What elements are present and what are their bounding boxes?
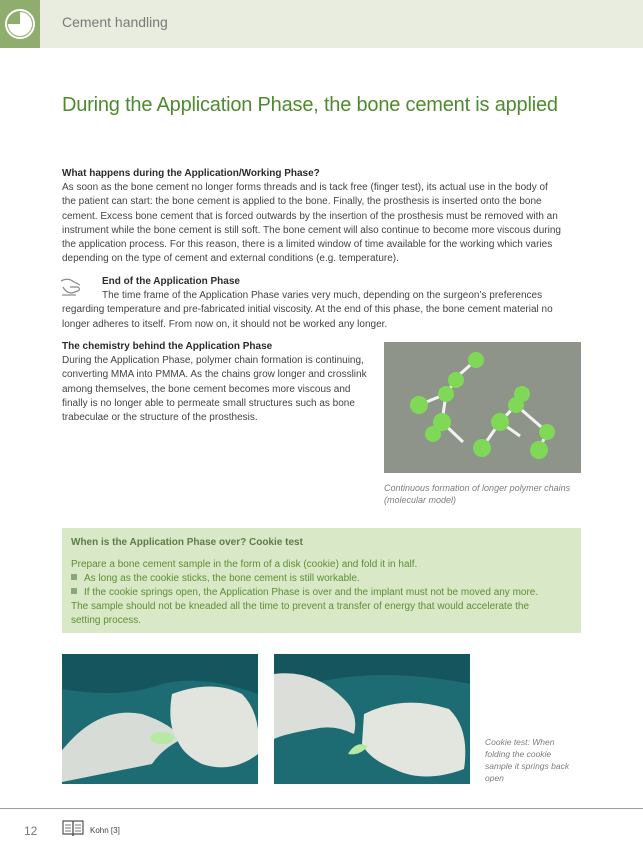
chapter-tab — [0, 0, 40, 48]
text-line: among themselves, the bone cement becomes more viscous and — [62, 383, 351, 395]
cookie-test-intro: Prepare a bone cement sample in the form of a disk (cookie) and fold it in half. — [71, 559, 418, 570]
book-icon — [62, 818, 84, 838]
caption-line: Continuous formation of longer polymer chains — [384, 483, 571, 493]
end-phase-text — [62, 289, 581, 332]
text-line: depending on the type of cement and external conditions (e.g. temperature). — [62, 253, 399, 265]
caption-line: Cookie test: When — [485, 737, 555, 747]
page-number: 12 — [24, 824, 38, 838]
bullet-square-icon — [71, 574, 77, 580]
molecular-model-photo — [384, 342, 581, 473]
section-title: Cement handling — [62, 14, 168, 30]
text-line: As soon as the bone cement no longer forms threads and is tack free (finger test), its actual use in the body of — [62, 182, 548, 193]
text-line: cement. Excess bone cement that is forced outwards by the insertion of the prosthesis must be removed with an — [62, 210, 558, 222]
caption-line: sample it springs back — [485, 761, 570, 771]
molecular-model-caption — [384, 482, 570, 506]
cookie-test-caption — [485, 736, 569, 784]
text-line: finally is no longer able to permeate small structures such as bone — [62, 397, 355, 409]
text-line: the patient can start: the bone cement is applied to the bone. Finally, the prosthesis is inserted onto the bone — [62, 196, 542, 208]
working-phase-text — [62, 181, 581, 267]
text-line: instrument while the bone cement is still soft. The bone cement will also continue to become more viscous during — [62, 224, 561, 236]
end-phase-heading: End of the Application Phase — [102, 276, 240, 287]
bullet-text: If the cookie springs open, the Application Phase is over and the implant must not be moved any more. — [84, 587, 539, 598]
cookie-test-outro: setting process. — [71, 615, 142, 626]
cookie-test-title: When is the Application Phase over? Cookie test — [71, 537, 303, 548]
clock-quarter-icon — [4, 6, 36, 42]
text-line: The time frame of the Application Phase varies very much, depending on the surgeon’s preferences — [102, 290, 543, 301]
text-line: converting MMA into PMMA. As the chains grow longer and crosslink — [62, 369, 367, 381]
cookie-test-photo-2 — [274, 654, 470, 784]
cookie-test-outro: The sample should not be kneaded all the time to prevent a transfer of energy that would accelerate the — [71, 601, 530, 612]
caption-line: (molecular model) — [384, 495, 457, 505]
bullet-text: As long as the cookie sticks, the bone cement is still workable. — [84, 573, 360, 584]
text-line: During the Application Phase, polymer chain formation is continuing, — [62, 355, 364, 366]
chemistry-text — [62, 354, 372, 425]
bullet-square-icon — [71, 588, 77, 594]
text-line: regarding temperature and pre-fabricated initial viscosity. At the end of this phase, the bone cement material no — [62, 304, 553, 316]
caption-line: open — [485, 773, 504, 783]
caption-line: folding the cookie — [485, 749, 552, 759]
footer-divider — [0, 808, 643, 809]
page-title: During the Application Phase, the bone cement is applied — [62, 94, 558, 116]
chemistry-heading: The chemistry behind the Application Phase — [62, 341, 273, 352]
cookie-test-bullet — [71, 586, 538, 600]
text-line: longer adheres to itself. From now on, it should not be worked any longer. — [62, 318, 388, 330]
reference-text: Kohn [3] — [90, 826, 120, 835]
cookie-test-bullet — [71, 572, 360, 586]
cookie-test-photo-1 — [62, 654, 258, 784]
text-line: the application process. For this reason, there is a limited window of time available for the working which varies — [62, 239, 553, 251]
working-phase-heading: What happens during the Application/Working Phase? — [62, 168, 320, 179]
text-line: trabeculae or the structure of the prosthesis. — [62, 412, 258, 424]
